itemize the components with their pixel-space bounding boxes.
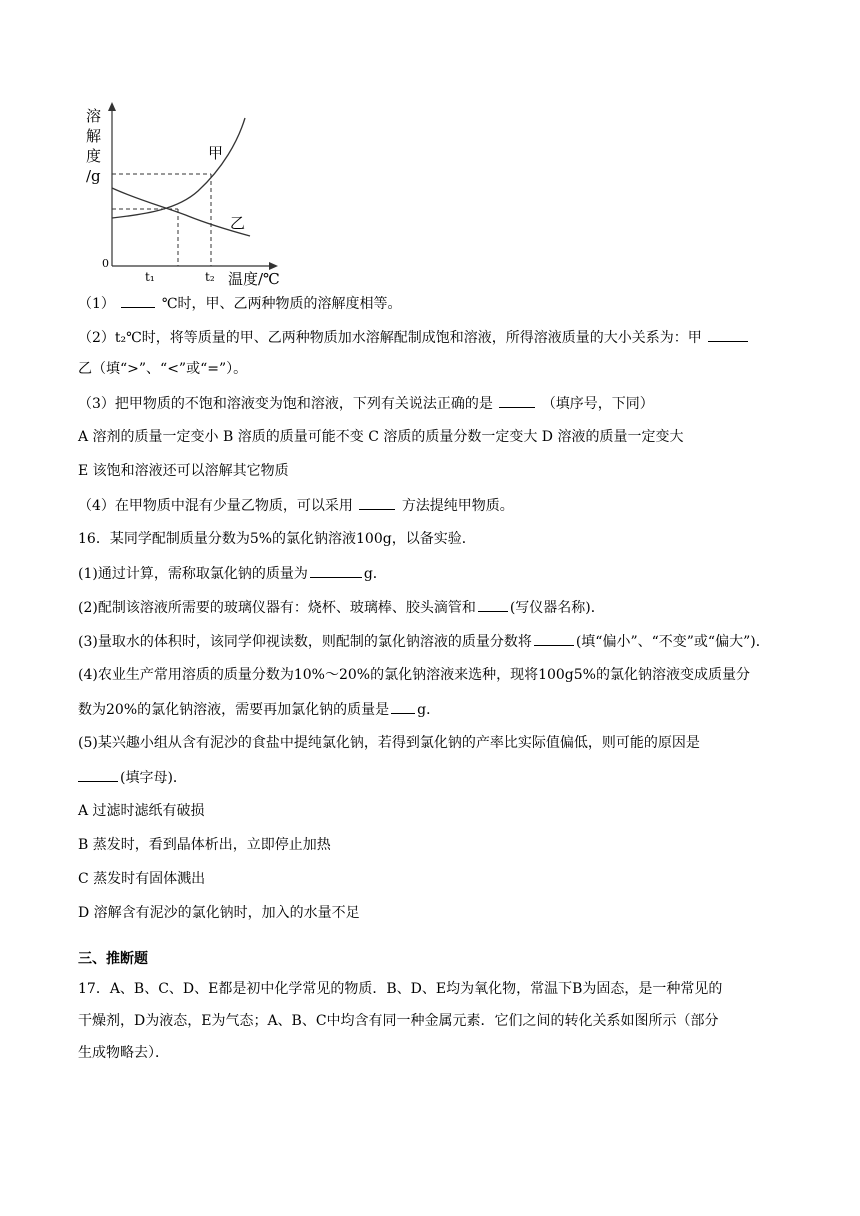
answer-blank[interactable] [478, 597, 508, 612]
q16-sub2 [78, 597, 790, 618]
answer-blank[interactable] [708, 327, 748, 342]
answer-blank[interactable] [359, 495, 395, 510]
q16-option-b-text: B 蒸发时，看到晶体析出，立即停止加热 [78, 837, 331, 853]
q16-sub1-text: (1)通过计算，需称取氯化钠的质量为 [78, 566, 308, 582]
q15-part2-hint: 乙（填“>”、“<”或“=”）。 [78, 361, 248, 377]
q16-sub3 [78, 631, 790, 652]
y-axis-label-4: /g [86, 167, 101, 185]
q16-sub5-text: (5)某兴趣小组从含有泥沙的食盐中提纯氯化钠，若得到氯化钠的产率比实际值偏低，则可能的原因是 [78, 735, 700, 751]
q16-sub5-hint: (填字母)． [120, 770, 187, 786]
q15-part1-text: ℃时，甲、乙两种物质的溶解度相等。 [161, 296, 402, 312]
solubility-graph [78, 96, 298, 286]
q16-sub4-line2 [78, 699, 790, 720]
q15-part4-text: （4）在甲物质中混有少量乙物质，可以采用 [78, 498, 353, 514]
curve-jia [112, 118, 245, 218]
q15-part3-options [78, 427, 790, 447]
x-axis [112, 262, 278, 270]
q16-sub4-unit: g． [417, 702, 441, 718]
answer-blank[interactable] [78, 767, 118, 782]
q15-part4 [78, 495, 790, 516]
q15-part2-line2 [78, 359, 790, 379]
q16-sub1-unit: g． [363, 566, 387, 582]
q17-line2 [78, 1011, 790, 1031]
q16-sub1 [78, 563, 790, 584]
tick-t1: t₁ [145, 270, 155, 284]
q15-part2-line1 [78, 327, 790, 348]
q16-intro [78, 529, 790, 549]
q16-sub3-hint: (填“偏小”、“不变”或“偏大”)． [575, 634, 770, 650]
q16-option-d-text: D 溶解含有泥沙的氯化钠时，加入的水量不足 [78, 905, 360, 921]
answer-blank[interactable] [121, 293, 155, 308]
q16-sub5-line2 [78, 767, 790, 788]
q16-sub4-text: (4)农业生产常用溶质的质量分数为10%～20%的氯化钠溶液来选种，现将100g5%的氯化钠溶液变成质量分 [78, 667, 750, 683]
q15-part3-option-e-text: E 该饱和溶液还可以溶解其它物质 [78, 463, 289, 479]
q15-part4-suffix: 方法提纯甲物质。 [401, 498, 514, 514]
q15-part3 [78, 393, 790, 414]
q15-part3-options-text: A 溶剂的质量一定变小 B 溶质的质量可能不变 C 溶质的质量分数一定变大 D 溶液的质量一定变大 [78, 429, 684, 445]
q15-part3-hint: （填序号，下同） [541, 396, 654, 412]
q16-sub3-text: (3)量取水的体积时，该同学仰视读数，则配制的氯化钠溶液的质量分数将 [78, 634, 532, 650]
q17-text-1: 17．A、B、C、D、E都是初中化学常见的物质．B、D、E均为氧化物，常温下B为固态，是一种常见的 [78, 981, 723, 997]
q17-text-2: 干燥剂，D为液态，E为气态；A、B、C中均含有同一种金属元素．它们之间的转化关系如图所示（部分 [78, 1013, 719, 1029]
origin-label: 0 [102, 257, 109, 270]
q16-sub5-line1 [78, 733, 790, 753]
q16-sub4-line1 [78, 665, 790, 685]
section-heading [78, 949, 790, 969]
q15-part2-text: （2）t₂℃时，将等质量的甲、乙两种物质加水溶解配制成饱和溶液，所得溶液质量的大小关系为：甲 [78, 330, 702, 346]
section-heading-text: 三、推断题 [78, 951, 148, 967]
q16-intro-text: 16．某同学配制质量分数为5%的氯化钠溶液100g，以备实验． [78, 531, 476, 547]
q16-sub2-text: (2)配制该溶液所需要的玻璃仪器有：烧杯、玻璃棒、胶头滴管和 [78, 600, 476, 616]
q15-part3-option-e [78, 461, 790, 481]
q16-option-c [78, 869, 790, 889]
y-axis [108, 102, 116, 266]
q16-option-a-text: A 过滤时滤纸有破损 [78, 803, 205, 819]
q16-option-b [78, 835, 790, 855]
q17-text-3: 生成物略去）． [78, 1045, 169, 1061]
q15-part1 [78, 293, 790, 314]
curve-jia-label: 甲 [208, 144, 224, 162]
q16-option-c-text: C 蒸发时有固体溅出 [78, 871, 206, 887]
curve-yi-label: 乙 [230, 214, 246, 232]
q16-sub2-hint: (写仪器名称)． [509, 600, 605, 616]
q17-line3 [78, 1043, 790, 1063]
q15-part3-text: （3）把甲物质的不饱和溶液变为饱和溶液，下列有关说法正确的是 [78, 396, 493, 412]
answer-blank[interactable] [534, 631, 574, 646]
answer-blank[interactable] [310, 563, 362, 578]
q16-sub4-text-cont: 数为20%的氯化钠溶液，需要再加氯化钠的质量是 [78, 702, 390, 718]
answer-blank[interactable] [391, 699, 415, 714]
y-axis-label-2: 解 [86, 127, 102, 145]
answer-blank[interactable] [499, 393, 535, 408]
q16-option-d [78, 903, 790, 923]
y-axis-label-3: 度 [86, 147, 102, 165]
q16-option-a [78, 801, 790, 821]
y-axis-label-1: 溶 [86, 107, 102, 125]
q17-line1 [78, 979, 790, 999]
x-axis-label: 温度/℃ [228, 270, 280, 286]
tick-t2: t₂ [205, 270, 215, 284]
q15-part1-prefix: （1） [78, 296, 115, 312]
